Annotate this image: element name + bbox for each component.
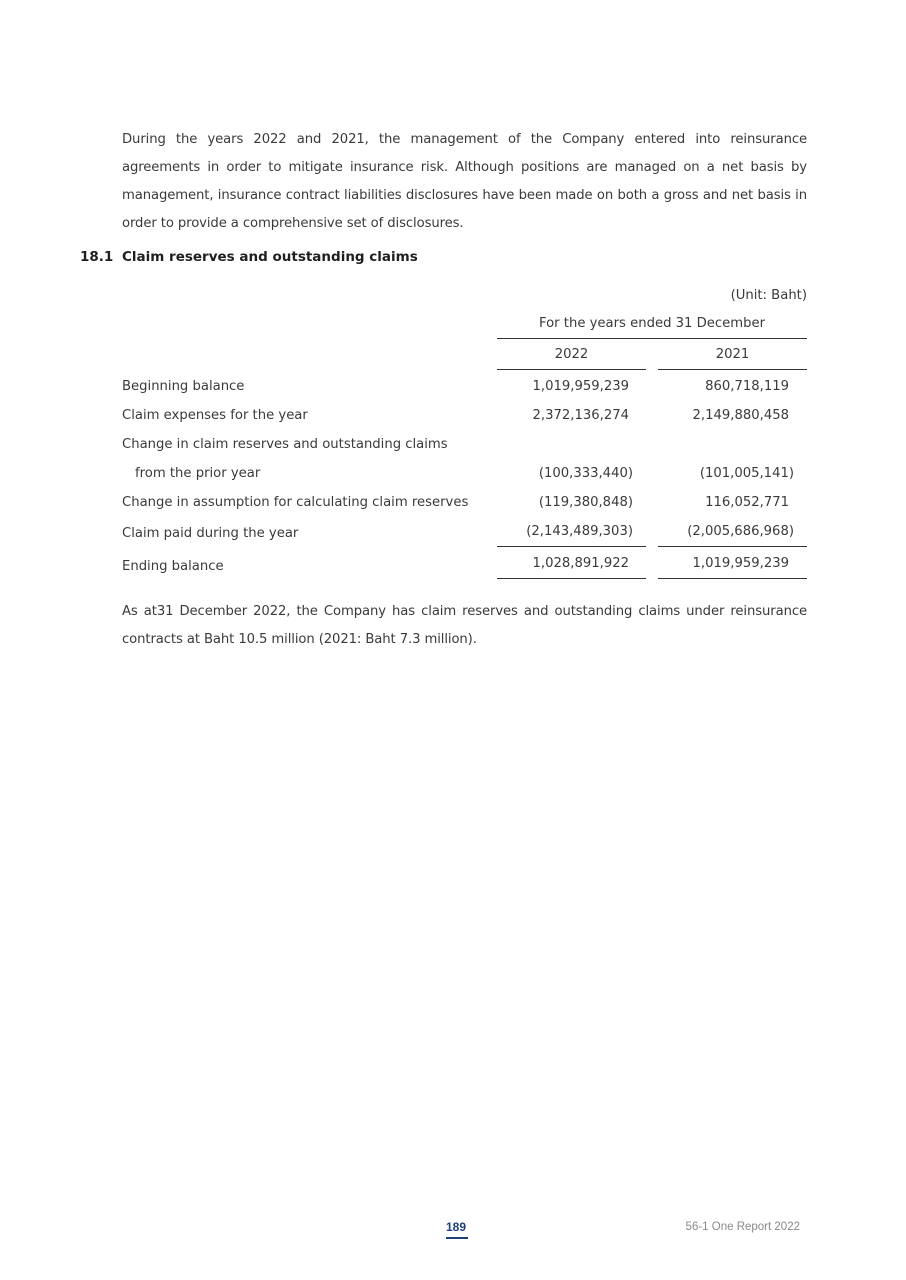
cell-2021-claim-paid: (2,005,686,968) [687,524,794,539]
row-label-claim-expenses: Claim expenses for the year [122,408,308,423]
year-header-rule-2021 [658,369,807,370]
year-header-rule-2022 [497,369,646,370]
cell-2022-ending-balance: 1,028,891,922 [532,556,629,571]
section-number: 18.1 [80,249,114,265]
page-number: 189 [445,1220,467,1234]
subtotal-rule-2022 [497,546,646,547]
section-title: Claim reserves and outstanding claims [122,249,418,265]
total-rule-2021 [658,578,807,579]
cell-2021-change-in-assumption: 116,052,771 [705,495,789,510]
intro-paragraph: During the years 2022 and 2021, the management of the Company entered into reinsurance agreements in order to mitigate insurance risk. Although positions are managed on a net basis by management, insurance contract liabilities disclosures have been made on both a gross and net basis in order to provide a comprehensive set of disclosures. [122,132,807,231]
cell-2022-beginning-balance: 1,019,959,239 [532,379,629,394]
cell-2022-claim-expenses: 2,372,136,274 [532,408,629,423]
row-label-change-in-claim-reserves: Change in claim reserves and outstanding claims [122,437,448,452]
row-label-ending-balance: Ending balance [122,559,224,574]
cell-2021-ending-balance: 1,019,959,239 [692,556,789,571]
row-label-claim-paid: Claim paid during the year [122,526,299,541]
unit-label: (Unit: Baht) [730,288,807,303]
cell-2021-beginning-balance: 860,718,119 [705,379,789,394]
cell-2022-claim-paid: (2,143,489,303) [526,524,633,539]
subtotal-rule-2021 [658,546,807,547]
report-name: 56-1 One Report 2022 [685,1221,800,1233]
cell-2022-change-in-assumption: (119,380,848) [538,495,633,510]
page-number-underline [446,1237,468,1239]
row-label-beginning-balance: Beginning balance [122,379,245,394]
cell-2021-from-prior-year: (101,005,141) [699,466,794,481]
cell-2022-from-prior-year: (100,333,440) [538,466,633,481]
year-header-2021: 2021 [715,347,750,362]
period-header: For the years ended 31 December [539,316,765,331]
row-label-change-in-assumption: Change in assumption for calculating claim reserves [122,495,469,510]
row-label-from-prior-year: from the prior year [135,466,261,481]
period-header-rule [497,338,807,339]
total-rule-2022 [497,578,646,579]
cell-2021-claim-expenses: 2,149,880,458 [692,408,789,423]
closing-paragraph: As at31 December 2022, the Company has claim reserves and outstanding claims under reinsurance contracts at Baht 10.5 million (2021: Baht 7.3 million). [122,604,807,647]
year-header-2022: 2022 [554,347,589,362]
